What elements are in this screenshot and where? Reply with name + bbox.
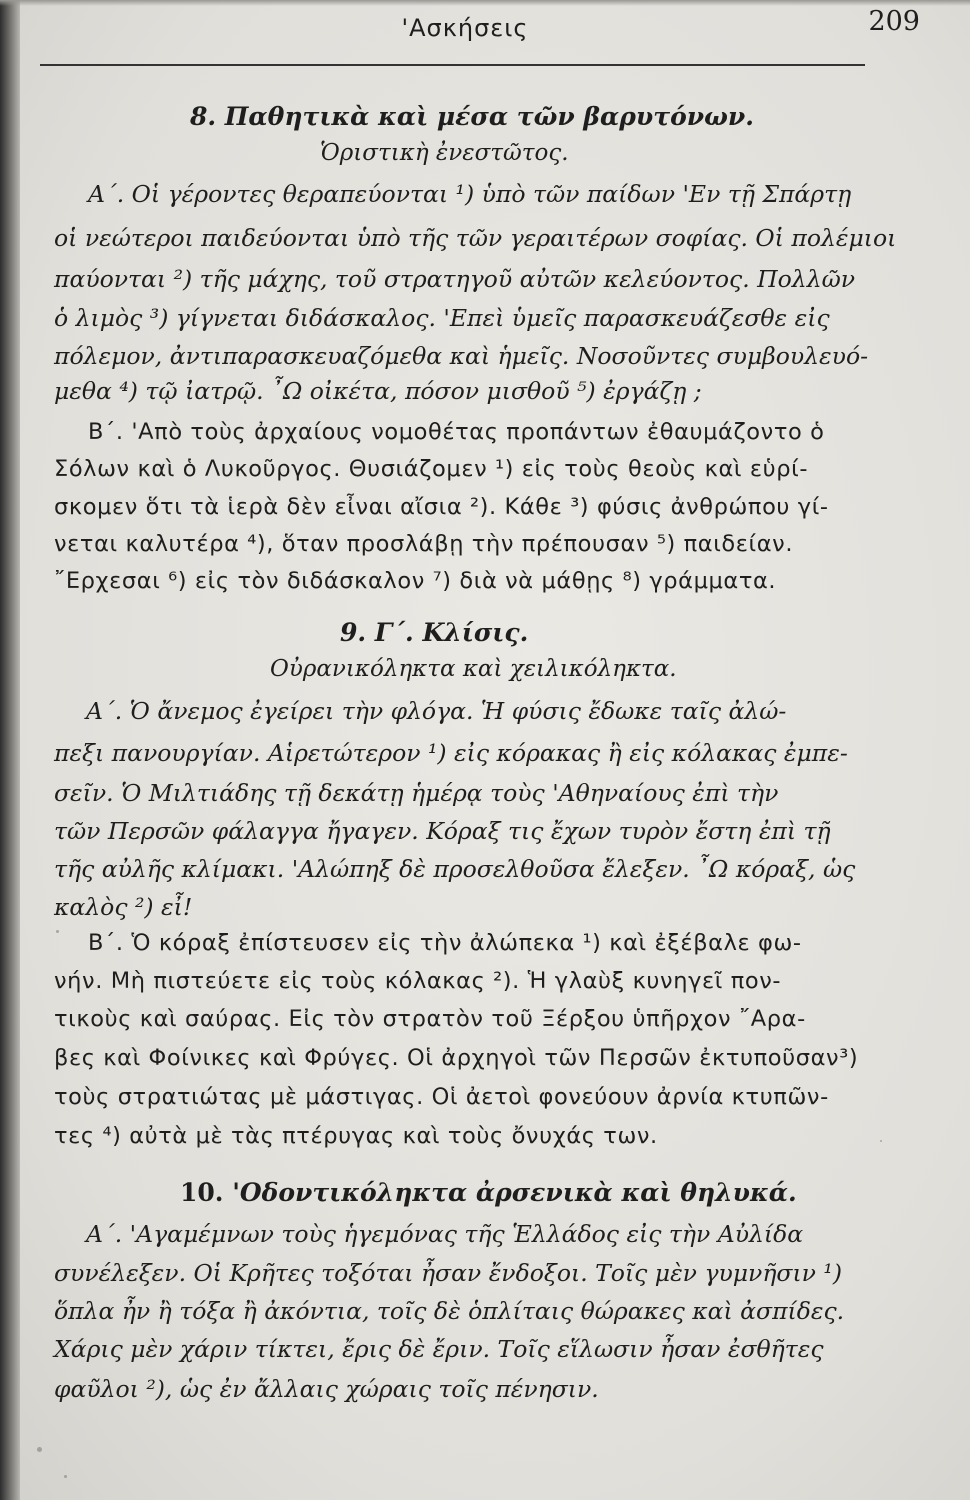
- text-line: τες ⁴) αὐτὰ μὲ τὰς πτέρυγας καὶ τοὺς ὄνυχάς των.: [54, 1123, 658, 1149]
- section-10-title: 'Οδοντικόληκτα ἀρσενικὰ καὶ θηλυκά.: [232, 1178, 797, 1207]
- header-rule: [40, 64, 865, 66]
- text-line: πόλεμον, ἀντιπαρασκευαζόμεθα καὶ ἡμεῖς. Νοσοῦντες συμβουλευό-: [54, 342, 869, 370]
- running-title: 'Ασκήσεις: [401, 14, 529, 42]
- text-line: συνέλεξεν. Οἱ Κρῆτες τοξόται ἦσαν ἔνδοξοι. Τοῖς μὲν γυμνῆσιν ¹): [54, 1259, 843, 1287]
- section-10-heading: [180, 1180, 797, 1205]
- text-line: Α΄. Οἱ γέροντες θεραπεύονται ¹) ὑπὸ τῶν παίδων 'Εν τῇ Σπάρτῃ: [88, 180, 852, 208]
- page-top-shadow: [0, 0, 970, 6]
- text-line: βες καὶ Φοίνικες καὶ Φρύγες. Οἱ ἀρχηγοὶ τῶν Περσῶν ἐκτυποῦσαν³): [54, 1045, 859, 1071]
- text-line: οἱ νεώτεροι παιδεύονται ὑπὸ τῆς τῶν γεραιτέρων σοφίας. Οἱ πολέμιοι: [54, 224, 897, 252]
- text-line: καλὸς ²) εἶ!: [54, 893, 193, 921]
- text-line: τῶν Περσῶν φάλαγγα ἤγαγεν. Κόραξ τις ἔχων τυρὸν ἔστη ἐπὶ τῇ: [54, 817, 831, 845]
- text-line: σεῖν. Ὁ Μιλτιάδης τῇ δεκάτῃ ἡμέρᾳ τοὺς 'Αθηναίους ἐπὶ τὴν: [54, 779, 779, 807]
- section-9-subheading: Οὐρανικόληκτα καὶ χειλικόληκτα.: [270, 656, 677, 682]
- text-line: Β΄. 'Απὸ τοὺς ἀρχαίους νομοθέτας προπάντων ἐθαυμάζοντο ὁ: [88, 419, 825, 445]
- ink-speck: [56, 930, 59, 933]
- text-line: Β΄. Ὁ κόραξ ἐπίστευσεν εἰς τὴν ἀλώπεκα ¹) καὶ ἐξέβαλε φω-: [88, 930, 802, 956]
- text-line: Α΄. 'Αγαμέμνων τοὺς ἡγεμόνας τῆς Ἑλλάδος εἰς τὴν Αὐλίδα: [86, 1220, 804, 1248]
- section-8-heading: 8. Παθητικὰ καὶ μέσα τῶν βαρυτόνων.: [190, 102, 754, 131]
- ink-speck: [880, 1140, 882, 1142]
- text-line: τοὺς στρατιώτας μὲ μάστιγας. Οἱ ἀετοὶ φονεύουν ἀρνία κτυπῶν-: [54, 1084, 829, 1110]
- section-10-number: 10.: [180, 1178, 224, 1207]
- text-line: τικοὺς καὶ σαύρας. Εἰς τὸν στρατὸν τοῦ Ξέρξου ὑπῆρχον ῎Αρα-: [54, 1006, 806, 1032]
- text-line: παύονται ²) τῆς μάχης, τοῦ στρατηγοῦ αὐτῶν κελεύοντος. Πολλῶν: [54, 265, 856, 293]
- ink-speck: [37, 1447, 42, 1452]
- text-line: πεξι πανουργίαν. Αἱρετώτερον ¹) εἰς κόρακας ἢ εἰς κόλακας ἐμπε-: [54, 739, 848, 767]
- text-line: ῎Ερχεσαι ⁶) εἰς τὸν διδάσκαλον ⁷) διὰ νὰ μάθῃς ⁸) γράμματα.: [54, 568, 777, 594]
- text-line: μεθα ⁴) τῷ ἰατρῷ. ῏Ω οἰκέτα, πόσον μισθοῦ ⁵) ἐργάζῃ ;: [54, 377, 702, 405]
- section-8-subheading: Ὁριστικὴ ἐνεστῶτος.: [320, 140, 569, 166]
- text-line: σκομεν ὅτι τὰ ἱερὰ δὲν εἶναι αἴσια ²). Κάθε ³) φύσις ἀνθρώπου γί-: [54, 494, 829, 520]
- text-line: Σόλων καὶ ὁ Λυκοῦργος. Θυσιάζομεν ¹) εἰς τοὺς θεοὺς καὶ εὑρί-: [54, 456, 809, 482]
- text-line: ὅπλα ἦν ἢ τόξα ἢ ἀκόντια, τοῖς δὲ ὁπλίταις θώρακες καὶ ἀσπίδες.: [54, 1297, 845, 1325]
- text-line: ὁ λιμὸς ³) γίγνεται διδάσκαλος. 'Επεὶ ὑμεῖς παρασκευάζεσθε εἰς: [54, 304, 830, 332]
- text-line: νεται καλυτέρα ⁴), ὅταν προσλάβῃ τὴν πρέπουσαν ⁵) παιδείαν.: [54, 531, 794, 557]
- text-line: Χάρις μὲν χάριν τίκτει, ἔρις δὲ ἔριν. Τοῖς εἵλωσιν ἦσαν ἐσθῆτες: [54, 1335, 824, 1363]
- text-line: νήν. Μὴ πιστεύετε εἰς τοὺς κόλακας ²). Ἡ γλαὺξ κυνηγεῖ πον-: [54, 968, 782, 994]
- section-9-heading: 9. Γ΄. Κλίσις.: [340, 618, 529, 647]
- text-line: Α΄. Ὁ ἄνεμος ἐγείρει τὴν φλόγα. Ἡ φύσις ἔδωκε ταῖς ἀλώ-: [86, 697, 787, 725]
- ink-speck: [64, 1475, 67, 1478]
- page-number: 209: [868, 6, 920, 37]
- text-line: τῆς αὐλῆς κλίμακι. 'Αλώπηξ δὲ προσελθοῦσα ἔλεξεν. ῏Ω κόραξ, ὡς: [54, 855, 856, 883]
- page-binding-edge: [0, 0, 20, 1500]
- text-line: φαῦλοι ²), ὡς ἐν ἄλλαις χώραις τοῖς πένησιν.: [54, 1375, 599, 1403]
